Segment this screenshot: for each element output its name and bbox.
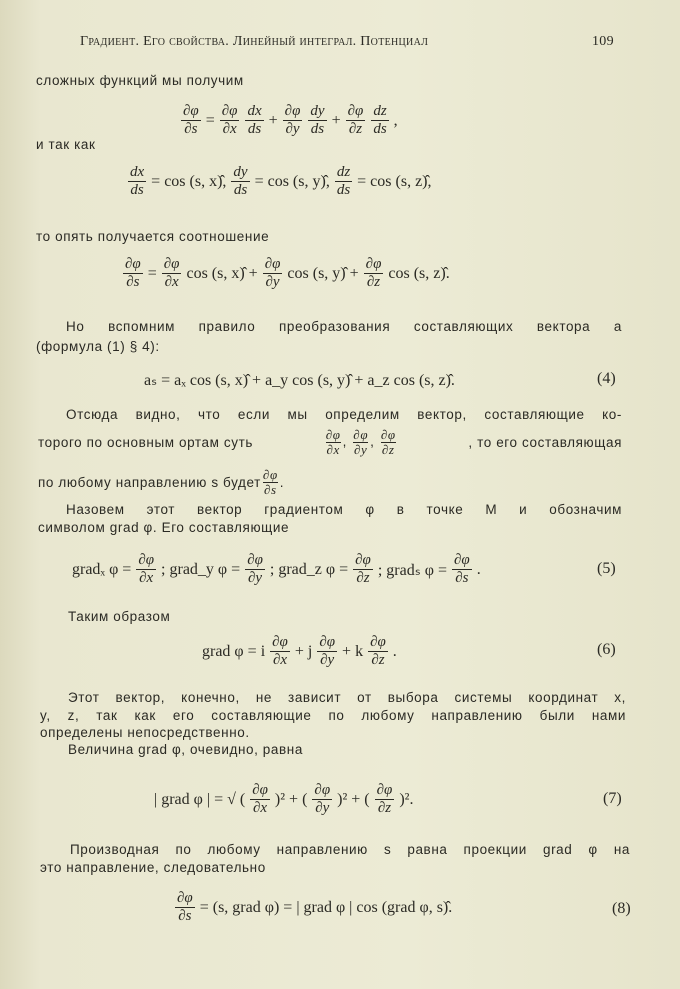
denominator: ∂y — [315, 800, 330, 816]
denominator: ∂x — [164, 274, 179, 290]
denominator: ds — [310, 121, 325, 137]
equation-term: ; grad_z φ = — [269, 560, 349, 578]
equation-term: + k — [342, 642, 364, 660]
fraction — [245, 552, 265, 587]
page-number: 109 — [592, 34, 614, 49]
denominator: ∂z — [381, 442, 395, 457]
fraction — [375, 782, 395, 817]
equation-term: ; gradₛ φ = — [377, 561, 447, 579]
equation-7 — [152, 782, 415, 817]
denominator: ∂x — [139, 570, 154, 586]
fraction — [346, 103, 366, 138]
running-header-title: Градиент. Его свойства. Линейный интеграл. Потенциал — [80, 34, 429, 49]
equation-8 — [172, 890, 454, 925]
paragraph-line: (формула (1) § 4): — [36, 339, 160, 354]
fraction — [312, 782, 332, 817]
paragraph-line: определены непосредственно. — [40, 725, 250, 740]
denominator: ds — [336, 182, 351, 198]
numerator: dy — [233, 164, 248, 180]
equation-term: | grad φ | = √ — [154, 790, 236, 808]
denominator: ds — [373, 121, 387, 137]
equation-term: = (s, grad φ) = | grad φ | cos (grad φ, s)̂. — [199, 898, 453, 916]
fraction — [371, 103, 388, 138]
denominator: ∂z — [371, 652, 385, 668]
equation-2 — [125, 164, 434, 199]
numerator: ∂φ — [355, 552, 371, 568]
fraction — [317, 634, 337, 669]
fraction — [231, 164, 249, 199]
fraction — [381, 428, 396, 457]
equation-term: cos (s, y)̂ + — [287, 264, 359, 282]
fraction — [308, 103, 326, 138]
paragraph-line: Таким образом — [68, 609, 171, 624]
equation-term: gradₓ φ = — [72, 560, 132, 578]
numerator: ∂φ — [163, 256, 180, 272]
text-line: то опять получается соотношение — [36, 229, 270, 244]
denominator: ∂x — [272, 652, 288, 668]
denominator: ∂x — [222, 121, 237, 137]
fraction — [335, 164, 352, 199]
denominator: ∂x — [326, 442, 340, 457]
equation-term: + j — [294, 642, 313, 660]
equation-term: = cos (s, x)̂, — [151, 172, 227, 190]
numerator: ∂φ — [319, 634, 336, 650]
equation-1 — [178, 103, 400, 138]
equation-number: (8) — [612, 900, 631, 917]
text-fragment: по любому направлению s будет — [38, 474, 261, 490]
denominator: ∂s — [126, 274, 140, 290]
equation-term: + — [331, 111, 341, 129]
text-line: и так как — [36, 137, 96, 152]
fraction — [123, 256, 143, 291]
paragraph-line: символом grad φ. Его составляющие — [38, 520, 290, 535]
denominator: ∂y — [354, 442, 368, 457]
comma: , — [370, 434, 375, 450]
fraction — [136, 552, 156, 587]
fraction — [452, 552, 472, 587]
equation-3 — [120, 256, 452, 291]
numerator: dx — [247, 103, 262, 119]
numerator: ∂φ — [380, 427, 396, 442]
paragraph-line: Этот вектор, конечно, не зависит от выбора системы координат x, — [68, 690, 626, 705]
fraction — [162, 256, 182, 291]
denominator: ∂y — [248, 570, 263, 586]
numerator: ∂φ — [138, 552, 155, 568]
fraction — [353, 428, 368, 457]
denominator: ds — [130, 182, 144, 198]
numerator: ∂φ — [183, 103, 199, 119]
denominator: ∂z — [377, 800, 392, 816]
numerator: ∂φ — [221, 103, 238, 119]
numerator: ∂φ — [314, 782, 331, 798]
denominator: ∂z — [366, 274, 381, 290]
equation-term: cos (s, x)̂ + — [186, 264, 258, 282]
numerator: ∂φ — [365, 256, 382, 272]
equation-term: , — [393, 111, 398, 129]
equation-term: cos (s, z)̂. — [388, 264, 450, 282]
fraction — [250, 782, 270, 817]
fraction — [368, 634, 388, 669]
denominator: ∂y — [285, 121, 300, 137]
equation-term: = — [205, 111, 215, 129]
denominator: ∂y — [320, 652, 335, 668]
denominator: ds — [247, 121, 262, 137]
text-fragment: торого по основным ортам суть — [38, 434, 254, 450]
denominator: ∂s — [184, 121, 198, 137]
denominator: ∂x — [253, 800, 268, 816]
equation-term: = cos (s, y)̂, — [254, 172, 330, 190]
paragraph-line: Производная по любому направлению s равна проекции grad φ на — [70, 842, 630, 857]
paragraph-line: y, z, так как его составляющие по любому направлению были нами — [40, 708, 626, 723]
numerator: dz — [336, 164, 351, 180]
numerator: ∂φ — [262, 467, 278, 482]
paragraph-line: Назовем этот вектор градиентом φ в точке M и обозначим — [66, 502, 622, 517]
comma: , — [342, 434, 347, 450]
denominator: ∂z — [348, 121, 363, 137]
equation-number: (4) — [597, 370, 616, 387]
equation-term: . — [476, 560, 481, 578]
paragraph-line — [38, 468, 284, 497]
denominator: ds — [233, 182, 248, 198]
fraction — [353, 552, 373, 587]
equation-term: = — [147, 264, 157, 282]
fraction — [283, 103, 303, 138]
equation-term: + — [268, 111, 278, 129]
fraction — [364, 256, 384, 291]
text-fragment: , то его составляющая — [468, 434, 622, 450]
equation-term: aₛ = aₓ cos (s, x)̂ + a_y cos (s, y)̂ + a_z cos (s, z)̂. — [144, 372, 455, 389]
fraction — [220, 103, 240, 138]
text-fragment: . — [279, 474, 285, 490]
fraction — [326, 428, 341, 457]
fraction — [263, 256, 283, 291]
equation-5 — [70, 552, 483, 587]
fraction — [263, 468, 278, 497]
fraction — [181, 103, 201, 138]
equation-term: )². — [399, 790, 414, 808]
numerator: dy — [310, 103, 325, 119]
equation-number: (6) — [597, 641, 616, 658]
numerator: ∂φ — [284, 103, 301, 119]
numerator: ∂φ — [376, 782, 393, 798]
equation-term: )² + ( — [274, 790, 308, 808]
equation-term: grad φ = i — [202, 642, 266, 660]
fraction — [270, 634, 290, 669]
equation-term: = cos (s, z)̂, — [357, 172, 432, 190]
inline-fractions — [324, 428, 398, 457]
numerator: ∂φ — [247, 552, 263, 568]
equation-term: )² + ( — [337, 790, 370, 808]
denominator: ∂y — [265, 274, 280, 290]
numerator: ∂φ — [272, 634, 288, 650]
equation-term: . — [392, 642, 397, 660]
fraction — [175, 890, 195, 925]
equation-number: (5) — [597, 560, 616, 577]
paragraph-line — [38, 428, 622, 457]
paragraph-line: Величина grad φ, очевидно, равна — [68, 742, 303, 757]
denominator: ∂s — [263, 482, 277, 497]
denominator: ∂s — [178, 908, 192, 924]
numerator: ∂φ — [252, 782, 268, 798]
text-line: сложных функций мы получим — [36, 73, 244, 88]
equation-4 — [142, 370, 457, 390]
numerator: ∂φ — [353, 427, 369, 442]
denominator: ∂z — [356, 570, 370, 586]
fraction — [128, 164, 146, 199]
numerator: ∂φ — [325, 427, 341, 442]
equation-term: ; grad_y φ = — [161, 560, 241, 578]
equation-term: ( — [239, 790, 246, 808]
numerator: ∂φ — [347, 103, 364, 119]
numerator: ∂φ — [453, 552, 470, 568]
equation-6 — [200, 634, 399, 669]
numerator: dx — [130, 164, 145, 180]
paragraph-line: это направление, следовательно — [40, 860, 266, 875]
paragraph-line: Отсюда видно, что если мы определим вектор, составляющие ко- — [66, 407, 622, 422]
numerator: ∂φ — [177, 890, 193, 906]
equation-number: (7) — [603, 790, 622, 807]
numerator: ∂φ — [264, 256, 281, 272]
paragraph-line: Но вспомним правило преобразования составляющих вектора a — [66, 319, 622, 334]
numerator: dz — [373, 103, 387, 119]
numerator: ∂φ — [125, 256, 141, 272]
denominator: ∂s — [455, 570, 469, 586]
numerator: ∂φ — [370, 634, 386, 650]
fraction — [245, 103, 263, 138]
